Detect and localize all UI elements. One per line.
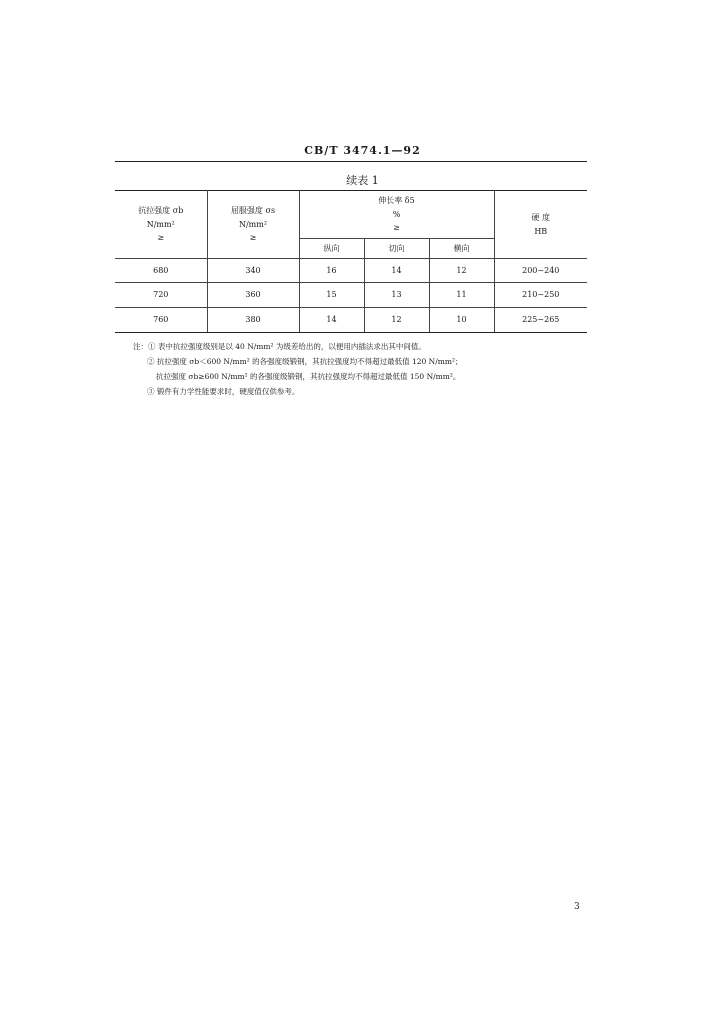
header-rule [115, 161, 587, 162]
header-tensile-sign: ≥ [157, 233, 165, 243]
cell-hardness: 210~250 [494, 283, 587, 308]
table-row [115, 308, 587, 333]
properties-table [115, 190, 587, 333]
table-row [115, 283, 587, 308]
cell-yield: 380 [207, 308, 299, 333]
table-notes [133, 339, 603, 399]
note-line: ② 抗拉强度 σb＜600 N/mm² 的各强度级锻钢，其抗拉强度均不得超过最低值 120 N/mm²； [147, 357, 463, 366]
header-hardness [494, 191, 587, 259]
cell-transverse: 11 [429, 283, 494, 308]
header-tensile [115, 191, 207, 259]
header-yield-sign: ≥ [249, 233, 257, 243]
header-hardness-name: 硬 度 [531, 212, 551, 222]
cell-yield: 340 [207, 259, 299, 283]
table-row [115, 259, 587, 283]
header-elongation-name: 伸长率 δ5 [378, 196, 415, 206]
cell-longitudinal: 16 [299, 259, 364, 283]
cell-tangential: 14 [364, 259, 429, 283]
subheader-tangential: 切向 [364, 239, 429, 259]
header-tensile-name: 抗拉强度 σb [138, 206, 184, 216]
header-elongation [299, 191, 494, 239]
header-tensile-unit: N/mm² [146, 219, 175, 229]
cell-hardness: 200~240 [494, 259, 587, 283]
header-hardness-unit: HB [534, 226, 548, 236]
page-number: 3 [574, 902, 580, 912]
header-yield-unit: N/mm² [238, 219, 268, 229]
header-elongation-sign: ≥ [393, 223, 400, 233]
document-header: CB/T 3474.1—92 [304, 144, 421, 157]
note-line: 注：① 表中抗拉强度级别是以 40 N/mm² 为级差给出的，以便用内插法求出其中间值。 [133, 342, 426, 351]
header-yield [207, 191, 299, 259]
cell-tensile: 760 [115, 308, 207, 333]
note-line: ③ 锻件有力学性能要求时，硬度值仅供参考。 [147, 387, 300, 396]
cell-tensile: 680 [115, 259, 207, 283]
note-line: 抗拉强度 σb≥600 N/mm² 的各强度级锻钢，其抗拉强度均不得超过最低值 150 N/mm²。 [156, 372, 461, 381]
cell-longitudinal: 14 [299, 308, 364, 333]
cell-tangential: 13 [364, 283, 429, 308]
header-elongation-unit: % [392, 209, 401, 219]
cell-tangential: 12 [364, 308, 429, 333]
cell-transverse: 12 [429, 259, 494, 283]
cell-hardness: 225~265 [494, 308, 587, 333]
header-yield-name: 屈服强度 σs [230, 206, 276, 216]
cell-tensile: 720 [115, 283, 207, 308]
subheader-longitudinal: 纵向 [299, 239, 364, 259]
cell-transverse: 10 [429, 308, 494, 333]
table-title: 续表 1 [346, 174, 379, 187]
header-row [115, 191, 587, 239]
cell-longitudinal: 15 [299, 283, 364, 308]
cell-yield: 360 [207, 283, 299, 308]
subheader-transverse: 横向 [429, 239, 494, 259]
